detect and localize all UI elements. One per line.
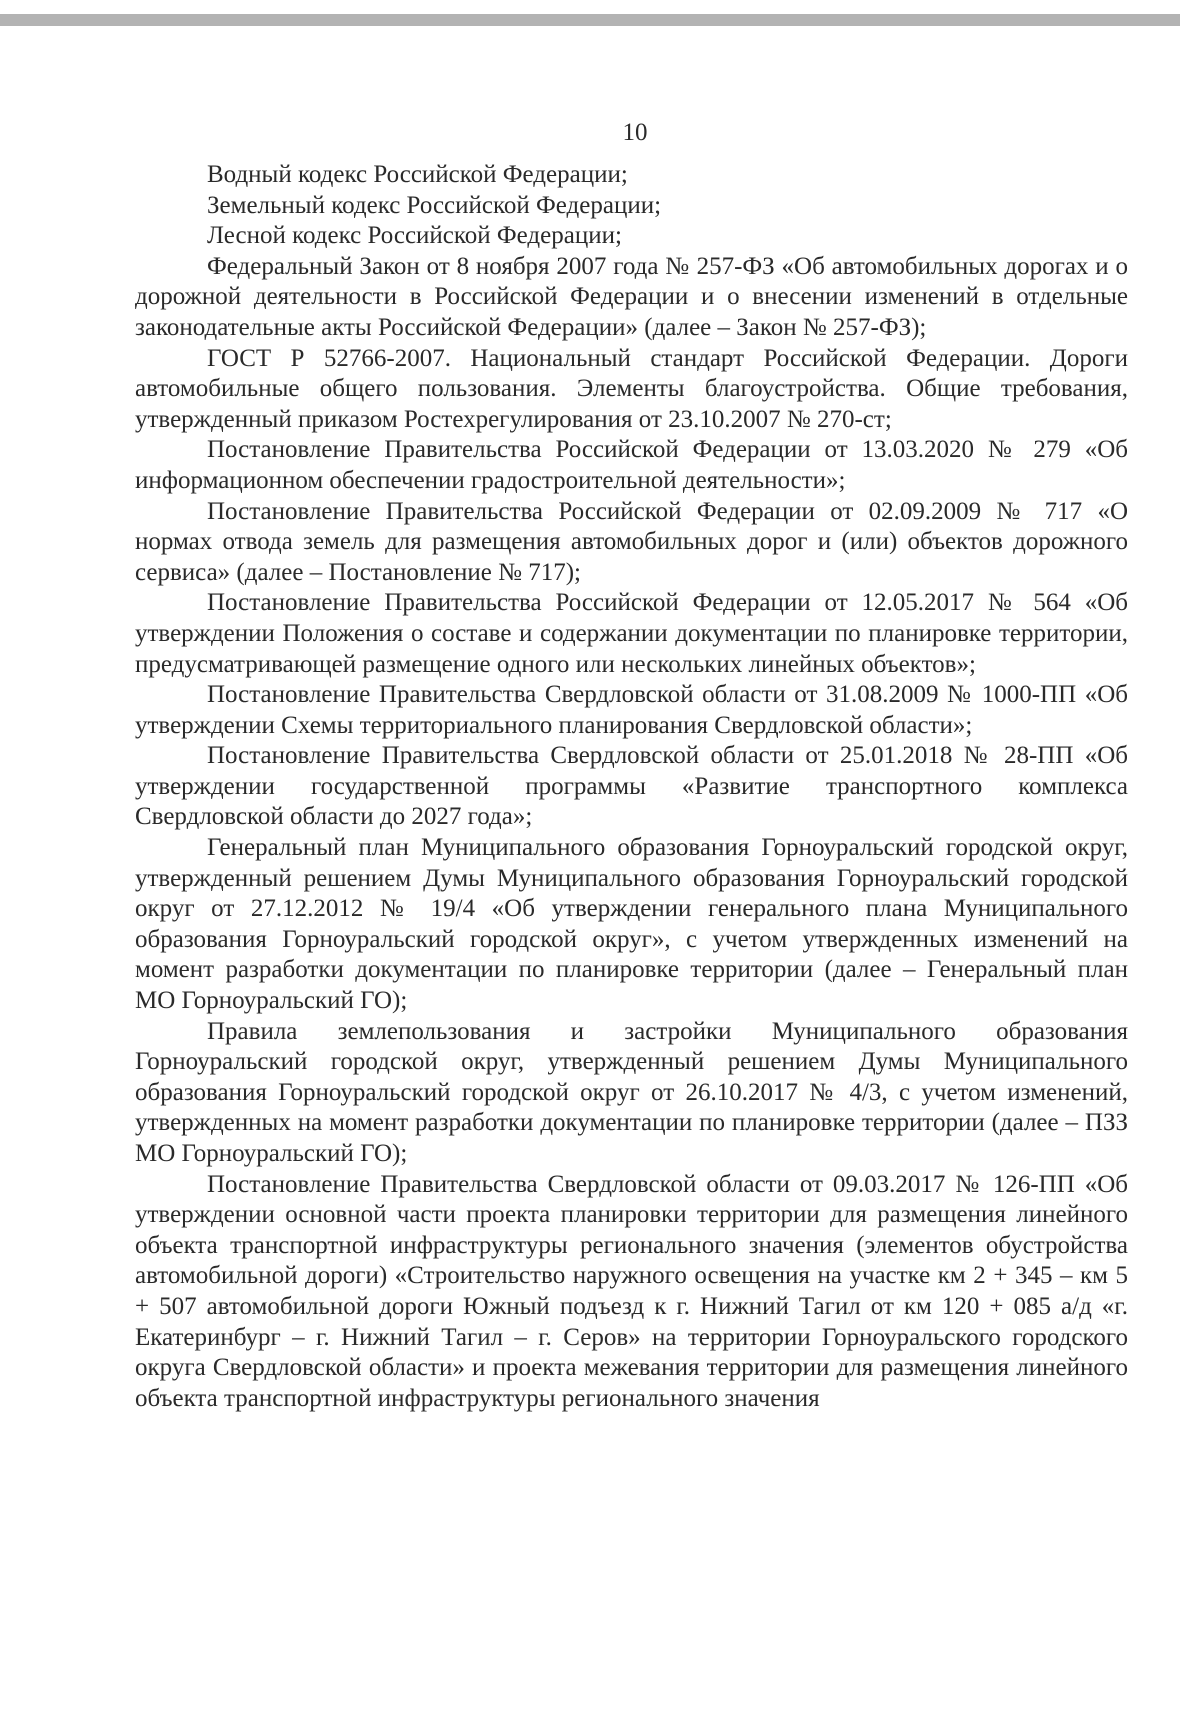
paragraph-resolution-717: Постановление Правительства Российской Федерации от 02.09.2009 № 717 «О нормах отвода земель для размещения автомобильных дорог и (или) объектов дорожного сервиса» (далее – Постановление № 717); [135, 497, 1128, 586]
paragraph-resolution-564: Постановление Правительства Российской Федерации от 12.05.2017 № 564 «Об утверждении Положения о составе и содержании документации по планировке территории, предусматривающей размещение одного или нескольких линейных объектов»; [135, 589, 1128, 678]
scan-top-edge-bar [0, 14, 1180, 26]
paragraph-resolution-126-pp: Постановление Правительства Свердловской области от 09.03.2017 № 126-ПП «Об утверждении основной части проекта планировки территории для размещения линейного объекта транспортной инфраструктуры регионального значения (элементов обустройства автомобильной дороги) «Строительство наружного освещения на участке км 2 + 345 – км 5 + 507 автомобильной дороги Южный подъезд к г. Нижний Тагил от км 120 + 085 а/д «г. Екатеринбург – г. Нижний Тагил – г. Серов» на территории Горноуральского городского округа Свердловской области» и проекта межевания территории для размещения линейного объекта транспортной инфраструктуры регионального значения [135, 1170, 1128, 1412]
page-number: 10 [622, 119, 648, 146]
paragraph-resolution-1000-pp: Постановление Правительства Свердловской области от 31.08.2009 № 1000-ПП «Об утверждении Схемы территориального планирования Свердловской области»; [135, 681, 1128, 739]
paragraph-resolution-279: Постановление Правительства Российской Федерации от 13.03.2020 № 279 «Об информационном обеспечении градостроительной деятельности»; [135, 436, 1128, 494]
paragraph-forest-code: Лесной кодекс Российской Федерации; [207, 222, 622, 250]
paragraph-federal-law-257: Федеральный Закон от 8 ноября 2007 года № 257-ФЗ «Об автомобильных дорогах и о дорожной деятельности в Российской Федерации и о внесении изменений в отдельные законодательные акты Российской Федерации» (далее – Закон № 257-ФЗ); [135, 252, 1128, 341]
paragraph-resolution-28-pp: Постановление Правительства Свердловской области от 25.01.2018 № 28-ПП «Об утверждении государственной программы «Развитие транспортного комплекса Свердловской области до 2027 года»; [135, 742, 1128, 831]
paragraph-land-code: Земельный кодекс Российской Федерации; [207, 191, 662, 219]
paragraph-gost-52766: ГОСТ Р 52766-2007. Национальный стандарт Российской Федерации. Дороги автомобильные общего пользования. Элементы благоустройства. Общие требования, утвержденный приказом Ростехрегулирования от 23.10.2007 № 270-ст; [135, 344, 1128, 433]
paragraph-general-plan: Генеральный план Муниципального образования Горноуральский городской округ, утвержденный решением Думы Муниципального образования Горноуральский городской округ от 27.12.2012 № 19/4 «Об утверждении генерального плана Муниципального образования Горноуральский городской округ», с учетом утвержденных изменений на момент разработки документации по планировке территории (далее – Генеральный план МО Горноуральский ГО); [135, 834, 1128, 1015]
document-body [135, 160, 1128, 1414]
paragraph-land-use-rules: Правила землепользования и застройки Муниципального образования Горноуральский городской округ, утвержденный решением Думы Муниципального образования Горноуральский городской округ от 26.10.2017 № 4/3, с учетом изменений, утвержденных на момент разработки документации по планировке территории (далее – ПЗЗ МО Горноуральский ГО); [135, 1017, 1128, 1167]
paragraph-water-code: Водный кодекс Российской Федерации; [207, 161, 628, 188]
